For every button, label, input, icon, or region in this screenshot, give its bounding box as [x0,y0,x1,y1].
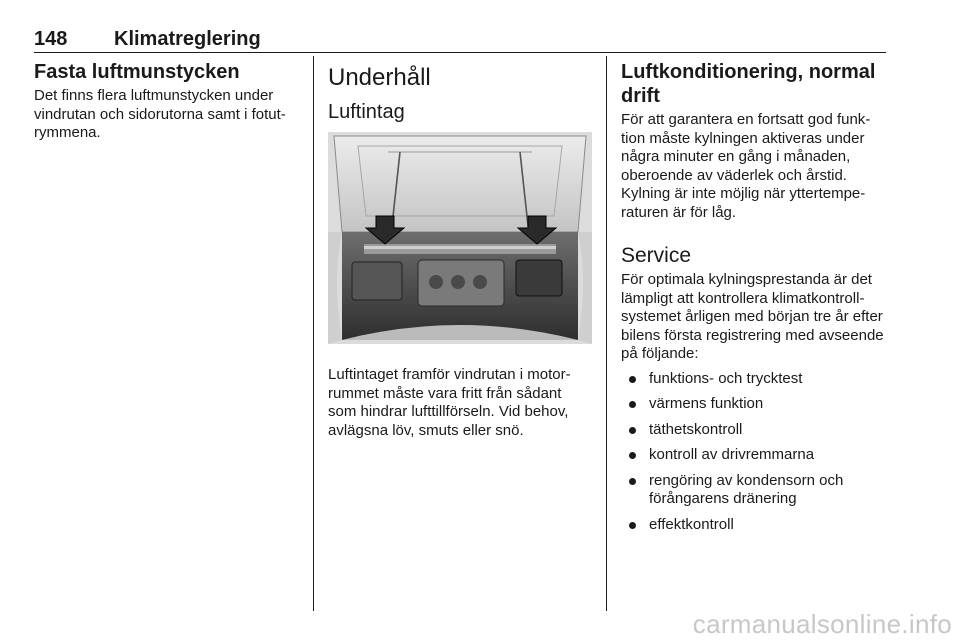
section-heading-maintenance: Underhåll [328,64,431,91]
column-2 [328,60,592,440]
fixed-vents-text: Det finns flera luftmunstycken under vindrutan och sidorutorna samt i fotutrymmena. [34,87,286,141]
column-3 [621,60,887,541]
section-heading-ac-normal-operation: Luftkonditionering, normal drift [621,61,876,107]
column-divider-2 [606,56,607,611]
column-1 [34,60,300,143]
bullet-icon [629,376,636,383]
service-text: För optimala kylningsprestanda är det lämpligt att kontrollera klimatkontrollsystemet årligen med början tre år efter bilens första registrering med avseende på följande: [621,271,884,362]
list-item: täthetskontroll [621,421,887,440]
page-number: 148 [34,28,68,50]
list-item: värmens funktion [621,395,887,414]
bullet-icon [629,522,636,529]
list-item: funktions- och trycktest [621,370,887,389]
header-rule [34,52,886,53]
chapter-title: Klimatreglering [114,28,261,50]
bullet-icon [629,401,636,408]
bullet-icon [629,427,636,434]
list-item: rengöring av kondensorn och förångarens dränering [621,472,887,509]
bullet-icon [629,478,636,485]
air-intake-caption: Luftintaget framför vindrutan i motorrummet måste vara fritt från sådant som hindrar lufttillförseln. Vid behov, avlägsna löv, smuts eller snö. [328,366,571,439]
list-item: effektkontroll [621,516,887,535]
page-header [34,28,886,52]
engine-bay-illustration [328,132,592,344]
column-divider-1 [313,56,314,611]
watermark: carmanualsonline.info [692,609,952,639]
ac-operation-text: För att garantera en fortsatt god funktion måste kylningen aktiveras under några minuter en gång i månaden, oberoende av väderlek och årstid. Kylning är inte möjlig när yttertemperaturen är för låg. [621,111,871,221]
list-item: kontroll av drivremmarna [621,446,887,465]
section-heading-service: Service [621,244,692,267]
subheading-air-intake: Luftintag [328,101,405,123]
section-heading-fixed-vents: Fasta luftmunstycken [34,61,240,83]
bullet-icon [629,452,636,459]
service-checklist [621,370,887,535]
